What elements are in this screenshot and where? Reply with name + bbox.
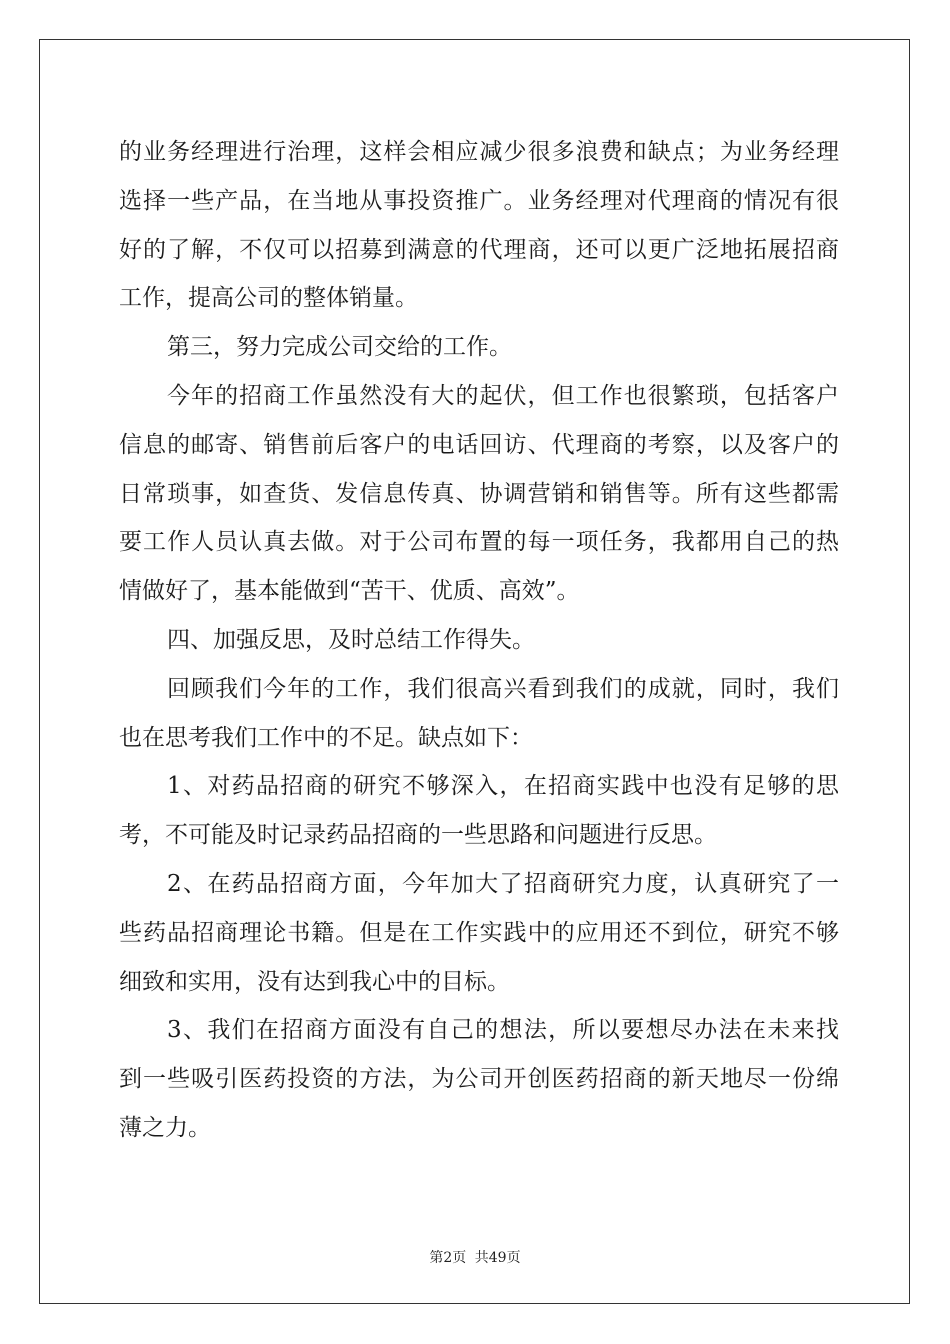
- text-line: 今年的招商工作虽然没有大的起伏，但工作也很繁琐，包括客户: [167, 382, 839, 409]
- text-line: 工作，提高公司的整体销量。: [119, 285, 418, 312]
- paragraph: [119, 762, 839, 860]
- paragraph: [119, 323, 839, 372]
- text-line: 到一些吸引医药投资的方法，为公司开创医药招商的新天地尽一份绵: [119, 1066, 839, 1093]
- paragraph: [119, 616, 839, 665]
- text-line: 情做好了，基本能做到“苦干、优质、高效”。: [119, 578, 580, 605]
- text-line: 1、对药品招商的研究不够深入，在招商实践中也没有足够的思: [167, 773, 839, 800]
- page-footer: [0, 1247, 950, 1267]
- paragraph: [119, 1006, 839, 1152]
- text-line: 回顾我们今年的工作，我们很高兴看到我们的成就，同时，我们: [167, 675, 839, 702]
- text-line: 考，不可能及时记录药品招商的一些思路和问题进行反思。: [119, 822, 717, 849]
- text-line: 第三，努力完成公司交给的工作。: [167, 334, 512, 361]
- text-line: 2、在药品招商方面，今年加大了招商研究力度，认真研究了一: [167, 870, 839, 897]
- text-line: 3、我们在招商方面没有自己的想法，所以要想尽办法在未来找: [167, 1017, 839, 1044]
- paragraph: [119, 860, 839, 1006]
- text-line: 信息的邮寄、销售前后客户的电话回访、代理商的考察，以及客户的: [119, 431, 839, 458]
- text-line: 些药品招商理论书籍。但是在工作实践中的应用还不到位，研究不够: [119, 919, 839, 946]
- document-body: [119, 128, 839, 1153]
- paragraph: [119, 665, 839, 763]
- paragraph: [119, 372, 839, 616]
- text-line: 四、加强反思，及时总结工作得失。: [167, 626, 535, 653]
- text-line: 也在思考我们工作中的不足。缺点如下：: [119, 724, 533, 751]
- text-line: 薄之力。: [119, 1114, 211, 1141]
- text-line: 选择一些产品，在当地从事投资推广。业务经理对代理商的情况有很: [119, 187, 839, 214]
- page-total: 共49页: [474, 1250, 521, 1266]
- text-line: 的业务经理进行治理，这样会相应减少很多浪费和缺点；为业务经理: [119, 139, 839, 165]
- page-number: 第2页: [429, 1250, 467, 1266]
- text-line: 日常琐事，如查货、发信息传真、协调营销和销售等。所有这些都需: [119, 480, 839, 507]
- text-line: 细致和实用，没有达到我心中的目标。: [119, 968, 510, 995]
- text-line: 要工作人员认真去做。对于公司布置的每一项任务，我都用自己的热: [119, 529, 839, 556]
- paragraph: [119, 128, 839, 323]
- text-line: 好的了解，不仅可以招募到满意的代理商，还可以更广泛地拓展招商: [119, 236, 839, 263]
